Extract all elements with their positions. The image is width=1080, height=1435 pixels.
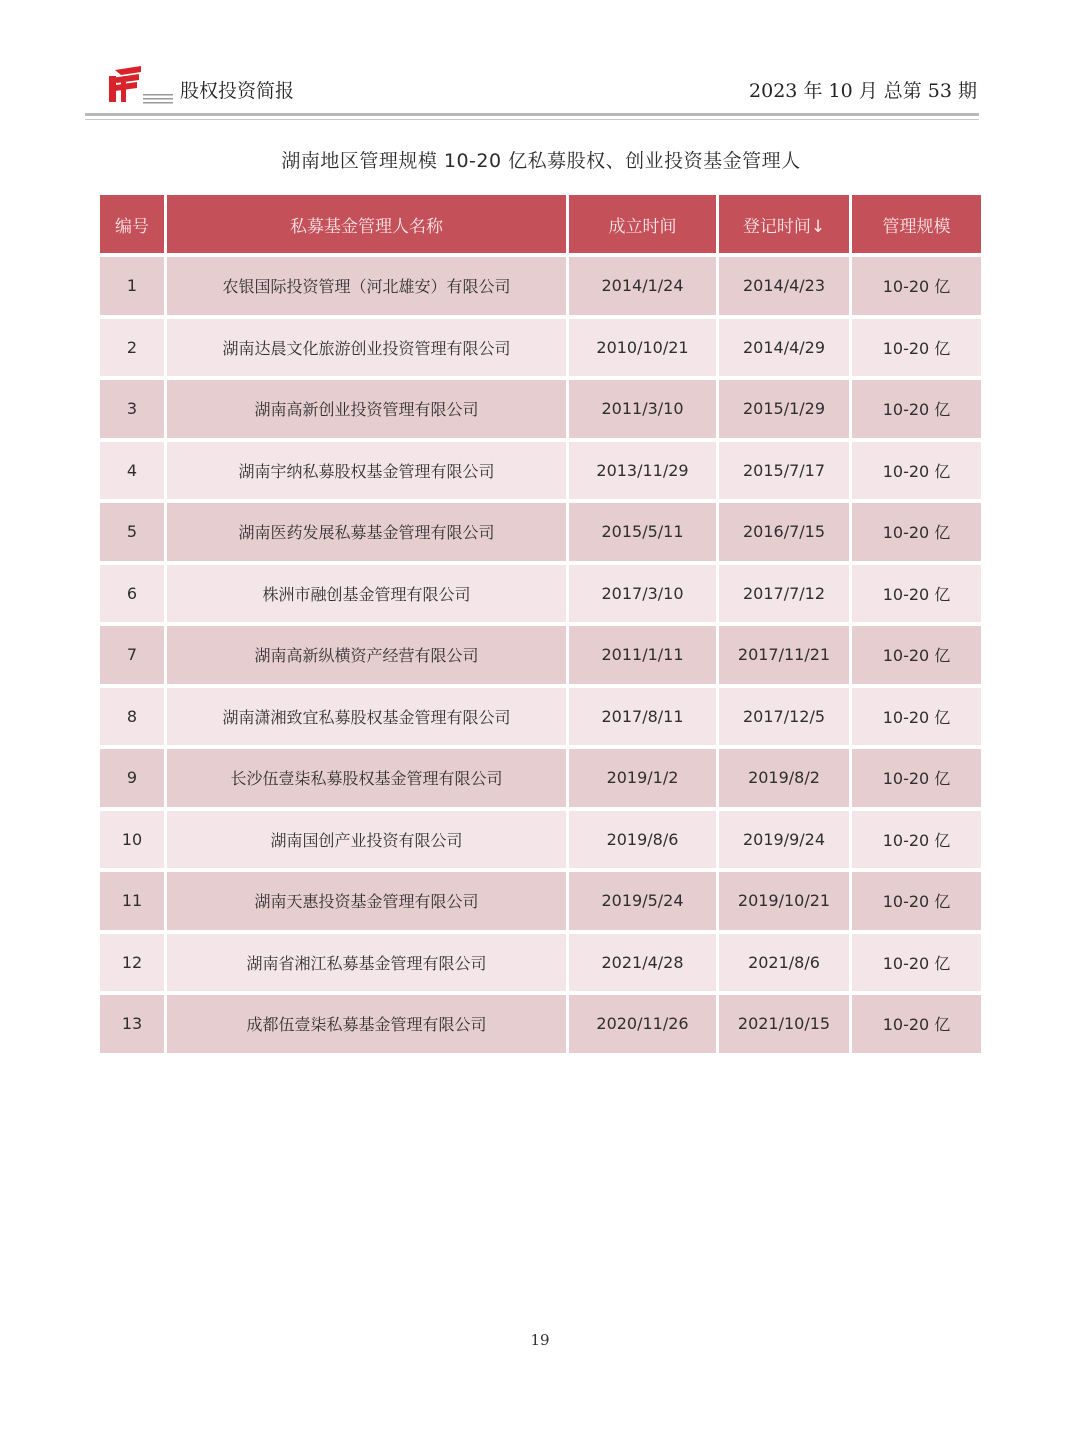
cell-founded-date: 2014/1/24	[569, 257, 719, 315]
issue-info: 2023 年 10 月 总第 53 期	[749, 80, 977, 102]
col-header-scale: 管理规模	[852, 195, 981, 253]
cell-number: 7	[100, 626, 167, 684]
table-row	[100, 503, 981, 561]
cell-manager-name: 农银国际投资管理（河北雄安）有限公司	[167, 257, 569, 315]
cell-number: 2	[100, 319, 167, 377]
cell-registered-date: 2016/7/15	[719, 503, 852, 561]
cell-founded-date: 2019/8/6	[569, 811, 719, 869]
cell-scale: 10-20 亿	[852, 934, 981, 992]
cell-number: 12	[100, 934, 167, 992]
cell-founded-date: 2020/11/26	[569, 995, 719, 1053]
cell-registered-date: 2021/10/15	[719, 995, 852, 1053]
cell-registered-date: 2019/10/21	[719, 872, 852, 930]
cell-founded-date: 2017/3/10	[569, 565, 719, 623]
cell-founded-date: 2017/8/11	[569, 688, 719, 746]
cell-scale: 10-20 亿	[852, 319, 981, 377]
cell-manager-name: 湖南天惠投资基金管理有限公司	[167, 872, 569, 930]
cell-registered-date: 2019/8/2	[719, 749, 852, 807]
cell-number: 11	[100, 872, 167, 930]
cell-number: 13	[100, 995, 167, 1053]
cell-number: 3	[100, 380, 167, 438]
table-row	[100, 442, 981, 500]
table-row	[100, 626, 981, 684]
cell-founded-date: 2019/5/24	[569, 872, 719, 930]
table-title: 湖南地区管理规模 10-20 亿私募股权、创业投资基金管理人	[281, 150, 801, 172]
cell-scale: 10-20 亿	[852, 626, 981, 684]
page-header	[105, 64, 979, 110]
table-row	[100, 688, 981, 746]
cell-founded-date: 2011/1/11	[569, 626, 719, 684]
cell-scale: 10-20 亿	[852, 442, 981, 500]
cell-manager-name: 湖南省湘江私募基金管理有限公司	[167, 934, 569, 992]
cell-registered-date: 2017/12/5	[719, 688, 852, 746]
table-header-row	[100, 195, 981, 253]
cell-manager-name: 成都伍壹柒私募基金管理有限公司	[167, 995, 569, 1053]
col-header-manager-name: 私募基金管理人名称	[167, 195, 569, 253]
cell-number: 5	[100, 503, 167, 561]
table-body	[100, 257, 981, 1053]
header-rule-thin	[85, 119, 979, 120]
cell-founded-date: 2019/1/2	[569, 749, 719, 807]
cell-registered-date: 2017/7/12	[719, 565, 852, 623]
cell-registered-date: 2014/4/29	[719, 319, 852, 377]
cell-scale: 10-20 亿	[852, 257, 981, 315]
col-header-founded-date: 成立时间	[569, 195, 719, 253]
cell-number: 8	[100, 688, 167, 746]
cell-manager-name: 湖南宇纳私募股权基金管理有限公司	[167, 442, 569, 500]
cell-scale: 10-20 亿	[852, 503, 981, 561]
cell-scale: 10-20 亿	[852, 688, 981, 746]
table-row	[100, 565, 981, 623]
cell-founded-date: 2010/10/21	[569, 319, 719, 377]
cell-number: 9	[100, 749, 167, 807]
publication-title: 股权投资简报	[180, 80, 295, 102]
col-header-registered-date: 登记时间↓	[719, 195, 852, 253]
cell-registered-date: 2017/11/21	[719, 626, 852, 684]
cell-registered-date: 2015/7/17	[719, 442, 852, 500]
table-row	[100, 811, 981, 869]
cell-scale: 10-20 亿	[852, 565, 981, 623]
table-row	[100, 319, 981, 377]
col-header-number: 编号	[100, 195, 167, 253]
table-row	[100, 995, 981, 1053]
cell-manager-name: 湖南高新创业投资管理有限公司	[167, 380, 569, 438]
cell-number: 1	[100, 257, 167, 315]
cell-manager-name: 湖南潇湘致宜私募股权基金管理有限公司	[167, 688, 569, 746]
cell-manager-name: 湖南高新纵横资产经营有限公司	[167, 626, 569, 684]
table-row	[100, 380, 981, 438]
cell-number: 4	[100, 442, 167, 500]
cell-registered-date: 2019/9/24	[719, 811, 852, 869]
table-row	[100, 257, 981, 315]
cell-registered-date: 2014/4/23	[719, 257, 852, 315]
association-logo	[105, 64, 177, 110]
cell-scale: 10-20 亿	[852, 749, 981, 807]
fund-manager-table	[100, 191, 981, 1057]
cell-founded-date: 2021/4/28	[569, 934, 719, 992]
cell-manager-name: 长沙伍壹柒私募股权基金管理有限公司	[167, 749, 569, 807]
cell-manager-name: 株洲市融创基金管理有限公司	[167, 565, 569, 623]
cell-manager-name: 湖南医药发展私募基金管理有限公司	[167, 503, 569, 561]
cell-manager-name: 湖南达晨文化旅游创业投资管理有限公司	[167, 319, 569, 377]
table-row	[100, 872, 981, 930]
cell-manager-name: 湖南国创产业投资有限公司	[167, 811, 569, 869]
cell-scale: 10-20 亿	[852, 380, 981, 438]
cell-founded-date: 2015/5/11	[569, 503, 719, 561]
cell-number: 10	[100, 811, 167, 869]
table-row	[100, 934, 981, 992]
header-rule	[85, 113, 979, 116]
table-row	[100, 749, 981, 807]
cell-founded-date: 2013/11/29	[569, 442, 719, 500]
cell-scale: 10-20 亿	[852, 872, 981, 930]
cell-scale: 10-20 亿	[852, 995, 981, 1053]
cell-founded-date: 2011/3/10	[569, 380, 719, 438]
cell-scale: 10-20 亿	[852, 811, 981, 869]
cell-registered-date: 2015/1/29	[719, 380, 852, 438]
cell-registered-date: 2021/8/6	[719, 934, 852, 992]
page-number: 19	[530, 1331, 550, 1349]
cell-number: 6	[100, 565, 167, 623]
